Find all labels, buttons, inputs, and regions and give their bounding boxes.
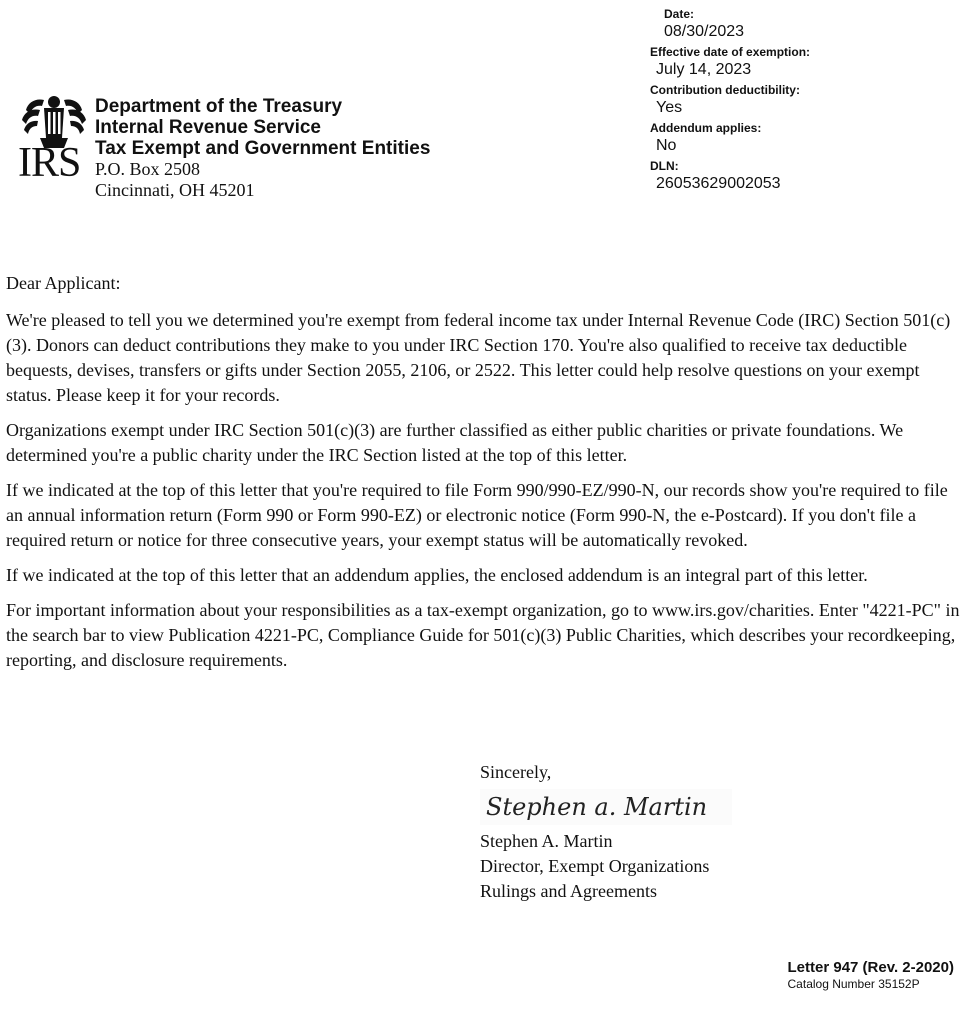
signature-block bbox=[480, 760, 732, 904]
svg-text:Stephen a. Martin: Stephen a. Martin bbox=[486, 793, 708, 821]
agency-header bbox=[95, 96, 430, 201]
salutation: Dear Applicant: bbox=[6, 273, 121, 293]
form-number: Letter 947 (Rev. 2-2020) bbox=[787, 959, 954, 976]
paragraph-classification: Organizations exempt under IRC Section 501(c)(3) are further classified as either public charities or private foundations. We determined you're a public charity under the IRC Section listed at the top of this letter. bbox=[6, 420, 904, 465]
letter-meta bbox=[650, 6, 970, 196]
date-label: Date: bbox=[664, 7, 695, 21]
addendum-label: Addendum applies: bbox=[650, 121, 762, 135]
paragraph-filing: If we indicated at the top of this letter that you're required to file Form 990/990-EZ/990-N, our records show you're required to file an annual information return (Form 990 or Form 990-EZ) or electronic notice (Form 990-N, the e-Postcard). If you don't file a required return or notice for three consecutive years, your exempt status will be automatically revoked. bbox=[6, 480, 948, 550]
paragraph-exemption: We're pleased to tell you we determined you're exempt from federal income tax under Internal Revenue Code (IRC) Section 501(c)(3). Donors can deduct contributions they make to you under IRC Section 170. You're also qualified to receive tax deductible bequests, devises, transfers or gifts under Section 2055, 2106, or 2522. This letter could help resolve questions on your exempt status. Please keep it for your records. bbox=[6, 310, 951, 405]
irs-logo-text: IRS bbox=[18, 140, 81, 186]
effective-date-value: July 14, 2023 bbox=[656, 61, 752, 78]
dln-label: DLN: bbox=[650, 159, 679, 173]
date-value: 08/30/2023 bbox=[664, 23, 745, 40]
letter-footer bbox=[788, 958, 954, 992]
dln-value: 26053629002053 bbox=[656, 175, 781, 192]
paragraph-addendum: If we indicated at the top of this letter that an addendum applies, the enclosed addendum is an integral part of this letter. bbox=[6, 565, 868, 585]
agency-service: Internal Revenue Service bbox=[95, 117, 321, 138]
signer-title: Director, Exempt Organizations bbox=[480, 856, 710, 876]
irs-logo bbox=[18, 92, 90, 188]
deductibility-value: Yes bbox=[656, 99, 683, 116]
effective-date-label: Effective date of exemption: bbox=[650, 45, 811, 59]
signer-unit: Rulings and Agreements bbox=[480, 881, 657, 901]
agency-address-line1: P.O. Box 2508 bbox=[95, 159, 201, 179]
addendum-value: No bbox=[656, 137, 677, 154]
handwritten-signature bbox=[480, 789, 732, 825]
signer-name: Stephen A. Martin bbox=[480, 831, 613, 851]
letter-body bbox=[6, 271, 961, 683]
deductibility-label: Contribution deductibility: bbox=[650, 83, 800, 97]
catalog-number: Catalog Number 35152P bbox=[787, 977, 920, 991]
agency-address-line2: Cincinnati, OH 45201 bbox=[95, 180, 255, 200]
agency-division: Tax Exempt and Government Entities bbox=[95, 138, 431, 159]
agency-department: Department of the Treasury bbox=[95, 96, 343, 117]
paragraph-information: For important information about your responsibilities as a tax-exempt organization, go to www.irs.gov/charities. Enter "4221-PC" in the search bar to view Publication 4221-PC, Compliance Guide for 501(c)(3) Public Charities, which describes your recordkeeping, reporting, and disclosure requirements. bbox=[6, 600, 960, 670]
closing: Sincerely, bbox=[480, 762, 552, 782]
